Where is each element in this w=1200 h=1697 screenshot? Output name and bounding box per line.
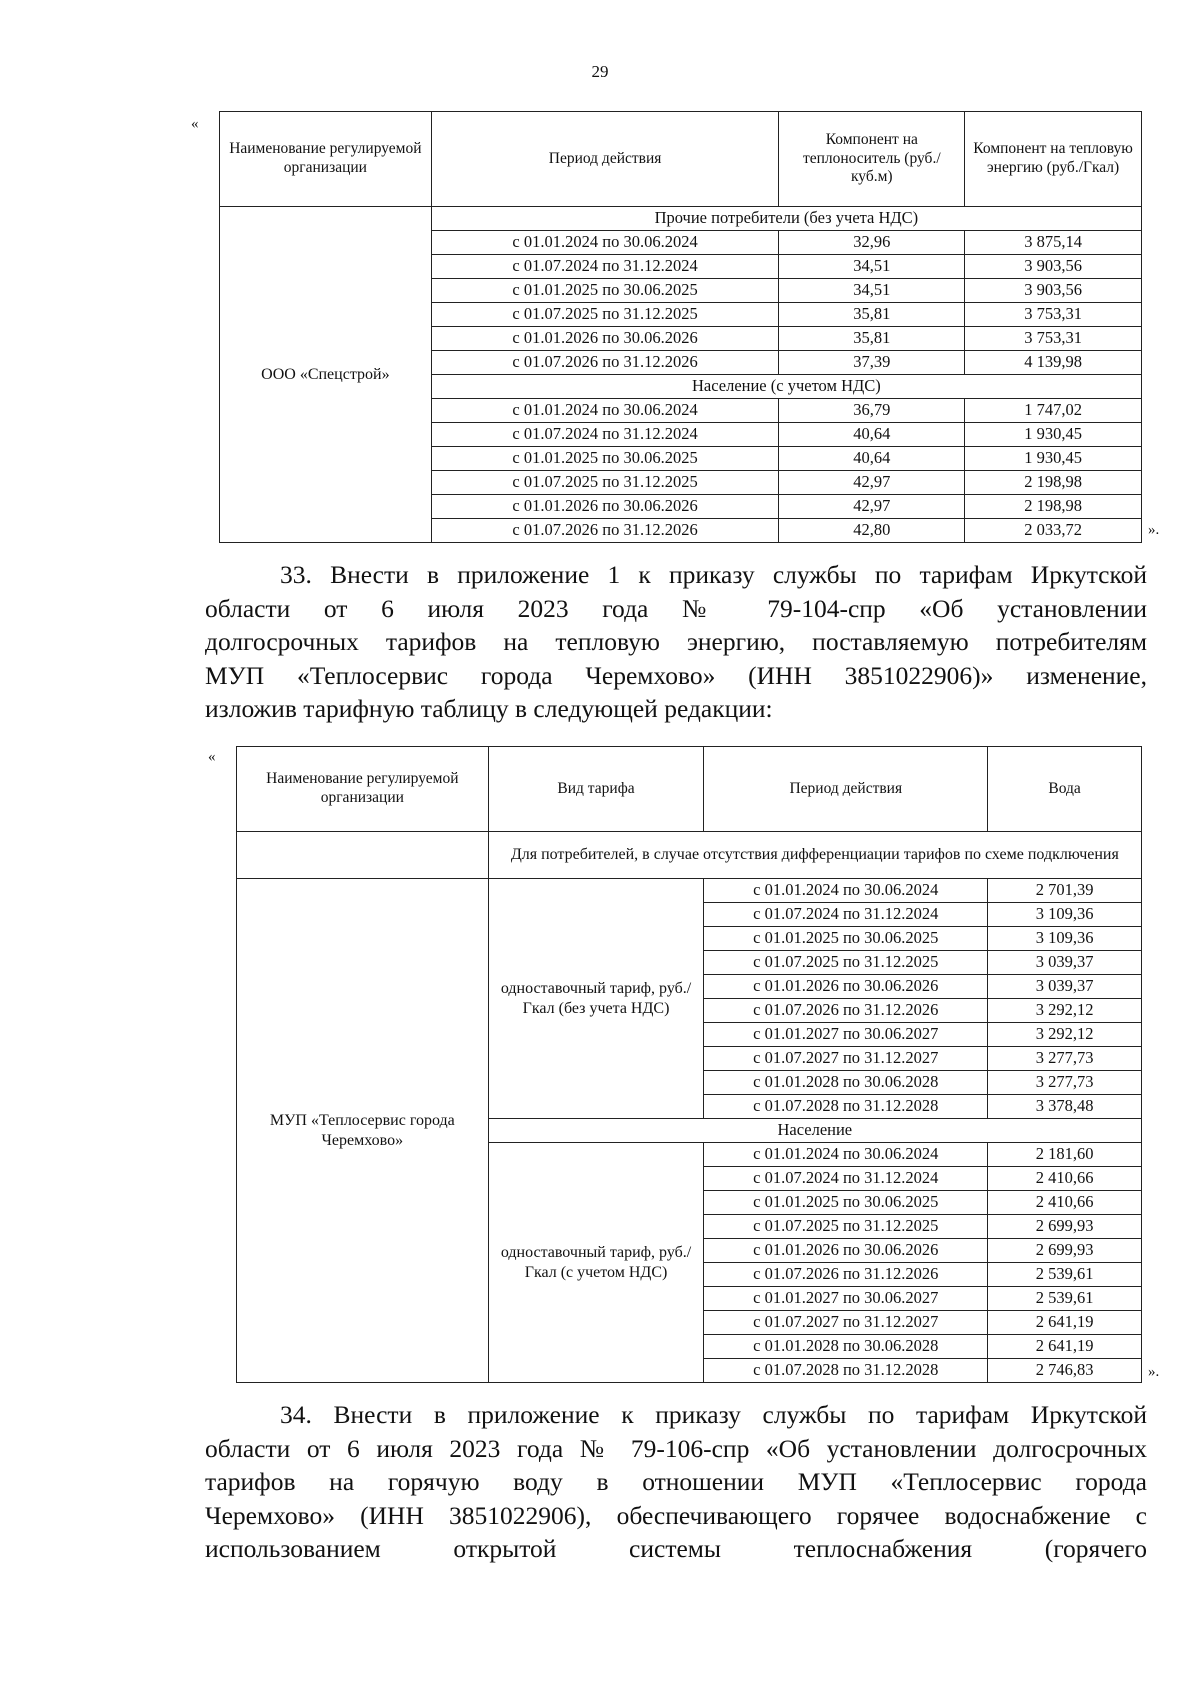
energy-value: 1 930,45 [965,447,1142,471]
energy-value: 1 747,02 [965,399,1142,423]
carrier-value: 36,79 [779,399,965,423]
period-cell: с 01.07.2025 по 31.12.2025 [704,1215,988,1239]
table2-organization: МУП «Теплосервис города Черемхово» [237,879,489,1383]
tariff-type-cell: одноставочный тариф, руб./Гкал (с учетом НДС) [488,1143,704,1383]
period-cell: с 01.07.2025 по 31.12.2025 [431,471,779,495]
tariff-type-cell: одноставочный тариф, руб./Гкал (без учета НДС) [488,879,704,1119]
table2-header-org: Наименование регулируемой организации [237,747,489,832]
table2-section-row [237,832,1142,879]
carrier-value: 42,80 [779,519,965,543]
carrier-value: 34,51 [779,255,965,279]
water-value: 2 410,66 [988,1191,1142,1215]
period-cell: с 01.07.2026 по 31.12.2026 [431,351,779,375]
energy-value: 3 753,31 [965,303,1142,327]
period-cell: с 01.01.2024 по 30.06.2024 [704,879,988,903]
energy-value: 4 139,98 [965,351,1142,375]
water-value: 2 539,61 [988,1263,1142,1287]
period-cell: с 01.07.2026 по 31.12.2026 [704,999,988,1023]
table1-section-row [220,207,1142,231]
table1-close-quote: ». [1148,522,1160,538]
tariff-table-1 [219,111,1142,543]
paragraph-line: 34. Внести в приложение к приказу службы по тарифам Иркутской [280,1400,1147,1429]
water-value: 3 292,12 [988,1023,1142,1047]
paragraph-line: области от 6 июля 2023 года № 79-104-спр «Об установлении [205,593,1147,623]
water-value: 3 109,36 [988,927,1142,951]
energy-value: 2 198,98 [965,471,1142,495]
paragraph-line: 33. Внести в приложение 1 к приказу службы по тарифам Иркутской [280,560,1147,589]
water-value: 3 292,12 [988,999,1142,1023]
water-value: 2 746,83 [988,1359,1142,1383]
table-row [237,879,1142,903]
period-cell: с 01.01.2027 по 30.06.2027 [704,1287,988,1311]
period-cell: с 01.01.2026 по 30.06.2026 [431,495,779,519]
page-number: 29 [591,62,609,81]
period-cell: с 01.01.2026 по 30.06.2026 [704,1239,988,1263]
paragraph-line: МУП «Теплосервис города Черемхово» (ИНН 3851022906)» изменение, [205,660,1147,690]
period-cell: с 01.07.2025 по 31.12.2025 [704,951,988,975]
table2-section-title: Для потребителей, в случае отсутствия дифференциации тарифов по схеме подключения [488,832,1141,879]
period-cell: с 01.07.2028 по 31.12.2028 [704,1095,988,1119]
water-value: 2 181,60 [988,1143,1142,1167]
period-cell: с 01.07.2026 по 31.12.2026 [431,519,779,543]
energy-value: 3 903,56 [965,255,1142,279]
empty-cell [237,832,489,879]
water-value: 2 699,93 [988,1215,1142,1239]
table1-organization: ООО «Спецстрой» [220,207,432,543]
water-value: 2 641,19 [988,1311,1142,1335]
carrier-value: 35,81 [779,303,965,327]
carrier-value: 40,64 [779,423,965,447]
period-cell: с 01.07.2024 по 31.12.2024 [704,903,988,927]
energy-value: 3 903,56 [965,279,1142,303]
water-value: 3 109,36 [988,903,1142,927]
energy-value: 2 198,98 [965,495,1142,519]
period-cell: с 01.01.2025 по 30.06.2025 [431,447,779,471]
table1-open-quote: « [191,116,199,132]
period-cell: с 01.01.2024 по 30.06.2024 [431,399,779,423]
energy-value: 3 753,31 [965,327,1142,351]
water-value: 2 699,93 [988,1239,1142,1263]
water-value: 2 410,66 [988,1167,1142,1191]
water-value: 2 539,61 [988,1287,1142,1311]
period-cell: с 01.01.2025 по 30.06.2025 [431,279,779,303]
table2-header-period: Период действия [704,747,988,832]
table1-header-energy: Компонент на тепловую энергию (руб./Гкал) [965,112,1142,207]
period-cell: с 01.01.2024 по 30.06.2024 [704,1143,988,1167]
table2-header-water: Вода [988,747,1142,832]
period-cell: с 01.07.2024 по 31.12.2024 [704,1167,988,1191]
water-value: 2 641,19 [988,1335,1142,1359]
period-cell: с 01.01.2024 по 30.06.2024 [431,231,779,255]
period-cell: с 01.01.2025 по 30.06.2025 [704,927,988,951]
paragraph-line: тарифов на горячую воду в отношении МУП «Теплосервис города [205,1467,1147,1496]
period-cell: с 01.01.2027 по 30.06.2027 [704,1023,988,1047]
period-cell: с 01.01.2028 по 30.06.2028 [704,1071,988,1095]
carrier-value: 40,64 [779,447,965,471]
table1-header-period: Период действия [431,112,779,207]
water-value: 3 277,73 [988,1071,1142,1095]
water-value: 3 039,37 [988,975,1142,999]
energy-value: 1 930,45 [965,423,1142,447]
table1-header-org: Наименование регулируемой организации [220,112,432,207]
paragraph-line: долгосрочных тарифов на тепловую энергию, поставляемую потребителям [205,627,1147,656]
table1-header-row [220,112,1142,207]
population-title: Население [488,1119,1141,1143]
paragraph-line: использованием открытой системы теплоснабжения (горячего [205,1534,1147,1563]
paragraph-line: области от 6 июля 2023 года № 79-106-спр «Об установлении долгосрочных [205,1433,1147,1463]
period-cell: с 01.07.2024 по 31.12.2024 [431,255,779,279]
carrier-value: 32,96 [779,231,965,255]
period-cell: с 01.07.2025 по 31.12.2025 [431,303,779,327]
table2-header-type: Вид тарифа [488,747,704,832]
period-cell: с 01.07.2024 по 31.12.2024 [431,423,779,447]
period-cell: с 01.07.2026 по 31.12.2026 [704,1263,988,1287]
energy-value: 3 875,14 [965,231,1142,255]
table2-close-quote: ». [1148,1364,1160,1380]
table1-header-carrier: Компонент на теплоноситель (руб./куб.м) [779,112,965,207]
paragraph-33 [205,558,1147,726]
table1-section-title: Население (с учетом НДС) [431,375,1141,399]
period-cell: с 01.01.2025 по 30.06.2025 [704,1191,988,1215]
tariff-table-2 [236,746,1142,1383]
period-cell: с 01.01.2026 по 30.06.2026 [431,327,779,351]
table1-section-title: Прочие потребители (без учета НДС) [431,207,1141,231]
water-value: 3 378,48 [988,1095,1142,1119]
energy-value: 2 033,72 [965,519,1142,543]
water-value: 2 701,39 [988,879,1142,903]
paragraph-34 [205,1398,1147,1566]
carrier-value: 42,97 [779,495,965,519]
carrier-value: 42,97 [779,471,965,495]
period-cell: с 01.01.2026 по 30.06.2026 [704,975,988,999]
period-cell: с 01.01.2028 по 30.06.2028 [704,1335,988,1359]
period-cell: с 01.07.2027 по 31.12.2027 [704,1047,988,1071]
carrier-value: 34,51 [779,279,965,303]
water-value: 3 277,73 [988,1047,1142,1071]
carrier-value: 35,81 [779,327,965,351]
water-value: 3 039,37 [988,951,1142,975]
carrier-value: 37,39 [779,351,965,375]
paragraph-line: Черемхово» (ИНН 3851022906), обеспечивающего горячее водоснабжение с [205,1500,1147,1530]
period-cell: с 01.07.2027 по 31.12.2027 [704,1311,988,1335]
table2-open-quote: « [208,749,216,765]
table2-header-row [237,747,1142,832]
period-cell: с 01.07.2028 по 31.12.2028 [704,1359,988,1383]
paragraph-line: изложив тарифную таблицу в следующей редакции: [205,694,773,723]
